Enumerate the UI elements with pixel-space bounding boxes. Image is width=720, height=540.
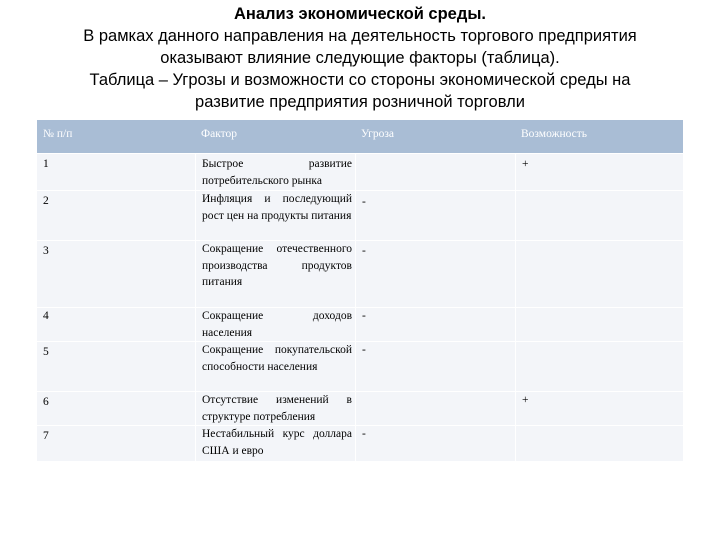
row-threat: - bbox=[355, 426, 515, 461]
row-number: 3 bbox=[43, 245, 49, 257]
table-header-row bbox=[37, 120, 683, 154]
row-factor: Сокращение доходов населения bbox=[195, 308, 355, 341]
column-header-number: № п/п bbox=[43, 128, 73, 140]
table-row bbox=[37, 342, 683, 392]
slide-heading bbox=[20, 3, 700, 113]
row-opportunity bbox=[515, 241, 683, 307]
heading-line-3: Таблица – Угрозы и возможности со стороны экономической среды на bbox=[89, 71, 631, 89]
row-opportunity bbox=[515, 191, 683, 240]
table-row bbox=[37, 426, 683, 462]
row-factor: Сокращение отечественного производства продуктов питания bbox=[195, 241, 355, 307]
row-opportunity bbox=[515, 342, 683, 391]
row-number: 4 bbox=[43, 310, 49, 322]
table-row bbox=[37, 308, 683, 342]
slide-title: Анализ экономической среды. bbox=[233, 5, 487, 23]
row-opportunity: + bbox=[515, 154, 683, 190]
row-number: 7 bbox=[43, 430, 49, 442]
table-row bbox=[37, 241, 683, 308]
row-factor: Инфляция и последующий рост цен на продукты питания bbox=[195, 191, 355, 240]
row-opportunity bbox=[515, 308, 683, 341]
row-threat bbox=[355, 392, 515, 425]
table-row bbox=[37, 392, 683, 426]
row-threat: - bbox=[355, 342, 515, 391]
row-threat: - bbox=[355, 308, 515, 341]
row-threat: - bbox=[355, 191, 515, 240]
column-header-threat: Угроза bbox=[361, 128, 394, 140]
row-factor: Быстрое развитие потребительского рынка bbox=[195, 154, 355, 190]
factors-table bbox=[37, 120, 683, 462]
row-factor: Сокращение покупательской способности населения bbox=[195, 342, 355, 391]
heading-line-2: оказывают влияние следующие факторы (таблица). bbox=[160, 49, 560, 67]
table-row bbox=[37, 154, 683, 191]
heading-line-4: развитие предприятия розничной торговли bbox=[195, 93, 525, 111]
column-header-opportunity: Возможность bbox=[521, 128, 588, 140]
row-number: 6 bbox=[43, 396, 49, 408]
row-factor: Нестабильный курс доллара США и евро bbox=[195, 426, 355, 461]
heading-line-1: В рамках данного направления на деятельность торгового предприятия bbox=[83, 27, 637, 45]
row-threat bbox=[355, 154, 515, 190]
row-threat: - bbox=[355, 241, 515, 307]
row-factor: Отсутствие изменений в структуре потребления bbox=[195, 392, 355, 425]
column-header-factor: Фактор bbox=[201, 128, 237, 140]
row-opportunity bbox=[515, 426, 683, 461]
row-number: 5 bbox=[43, 346, 49, 358]
row-number: 1 bbox=[43, 158, 49, 170]
table-row bbox=[37, 191, 683, 241]
row-opportunity: + bbox=[515, 392, 683, 425]
row-number: 2 bbox=[43, 195, 49, 207]
